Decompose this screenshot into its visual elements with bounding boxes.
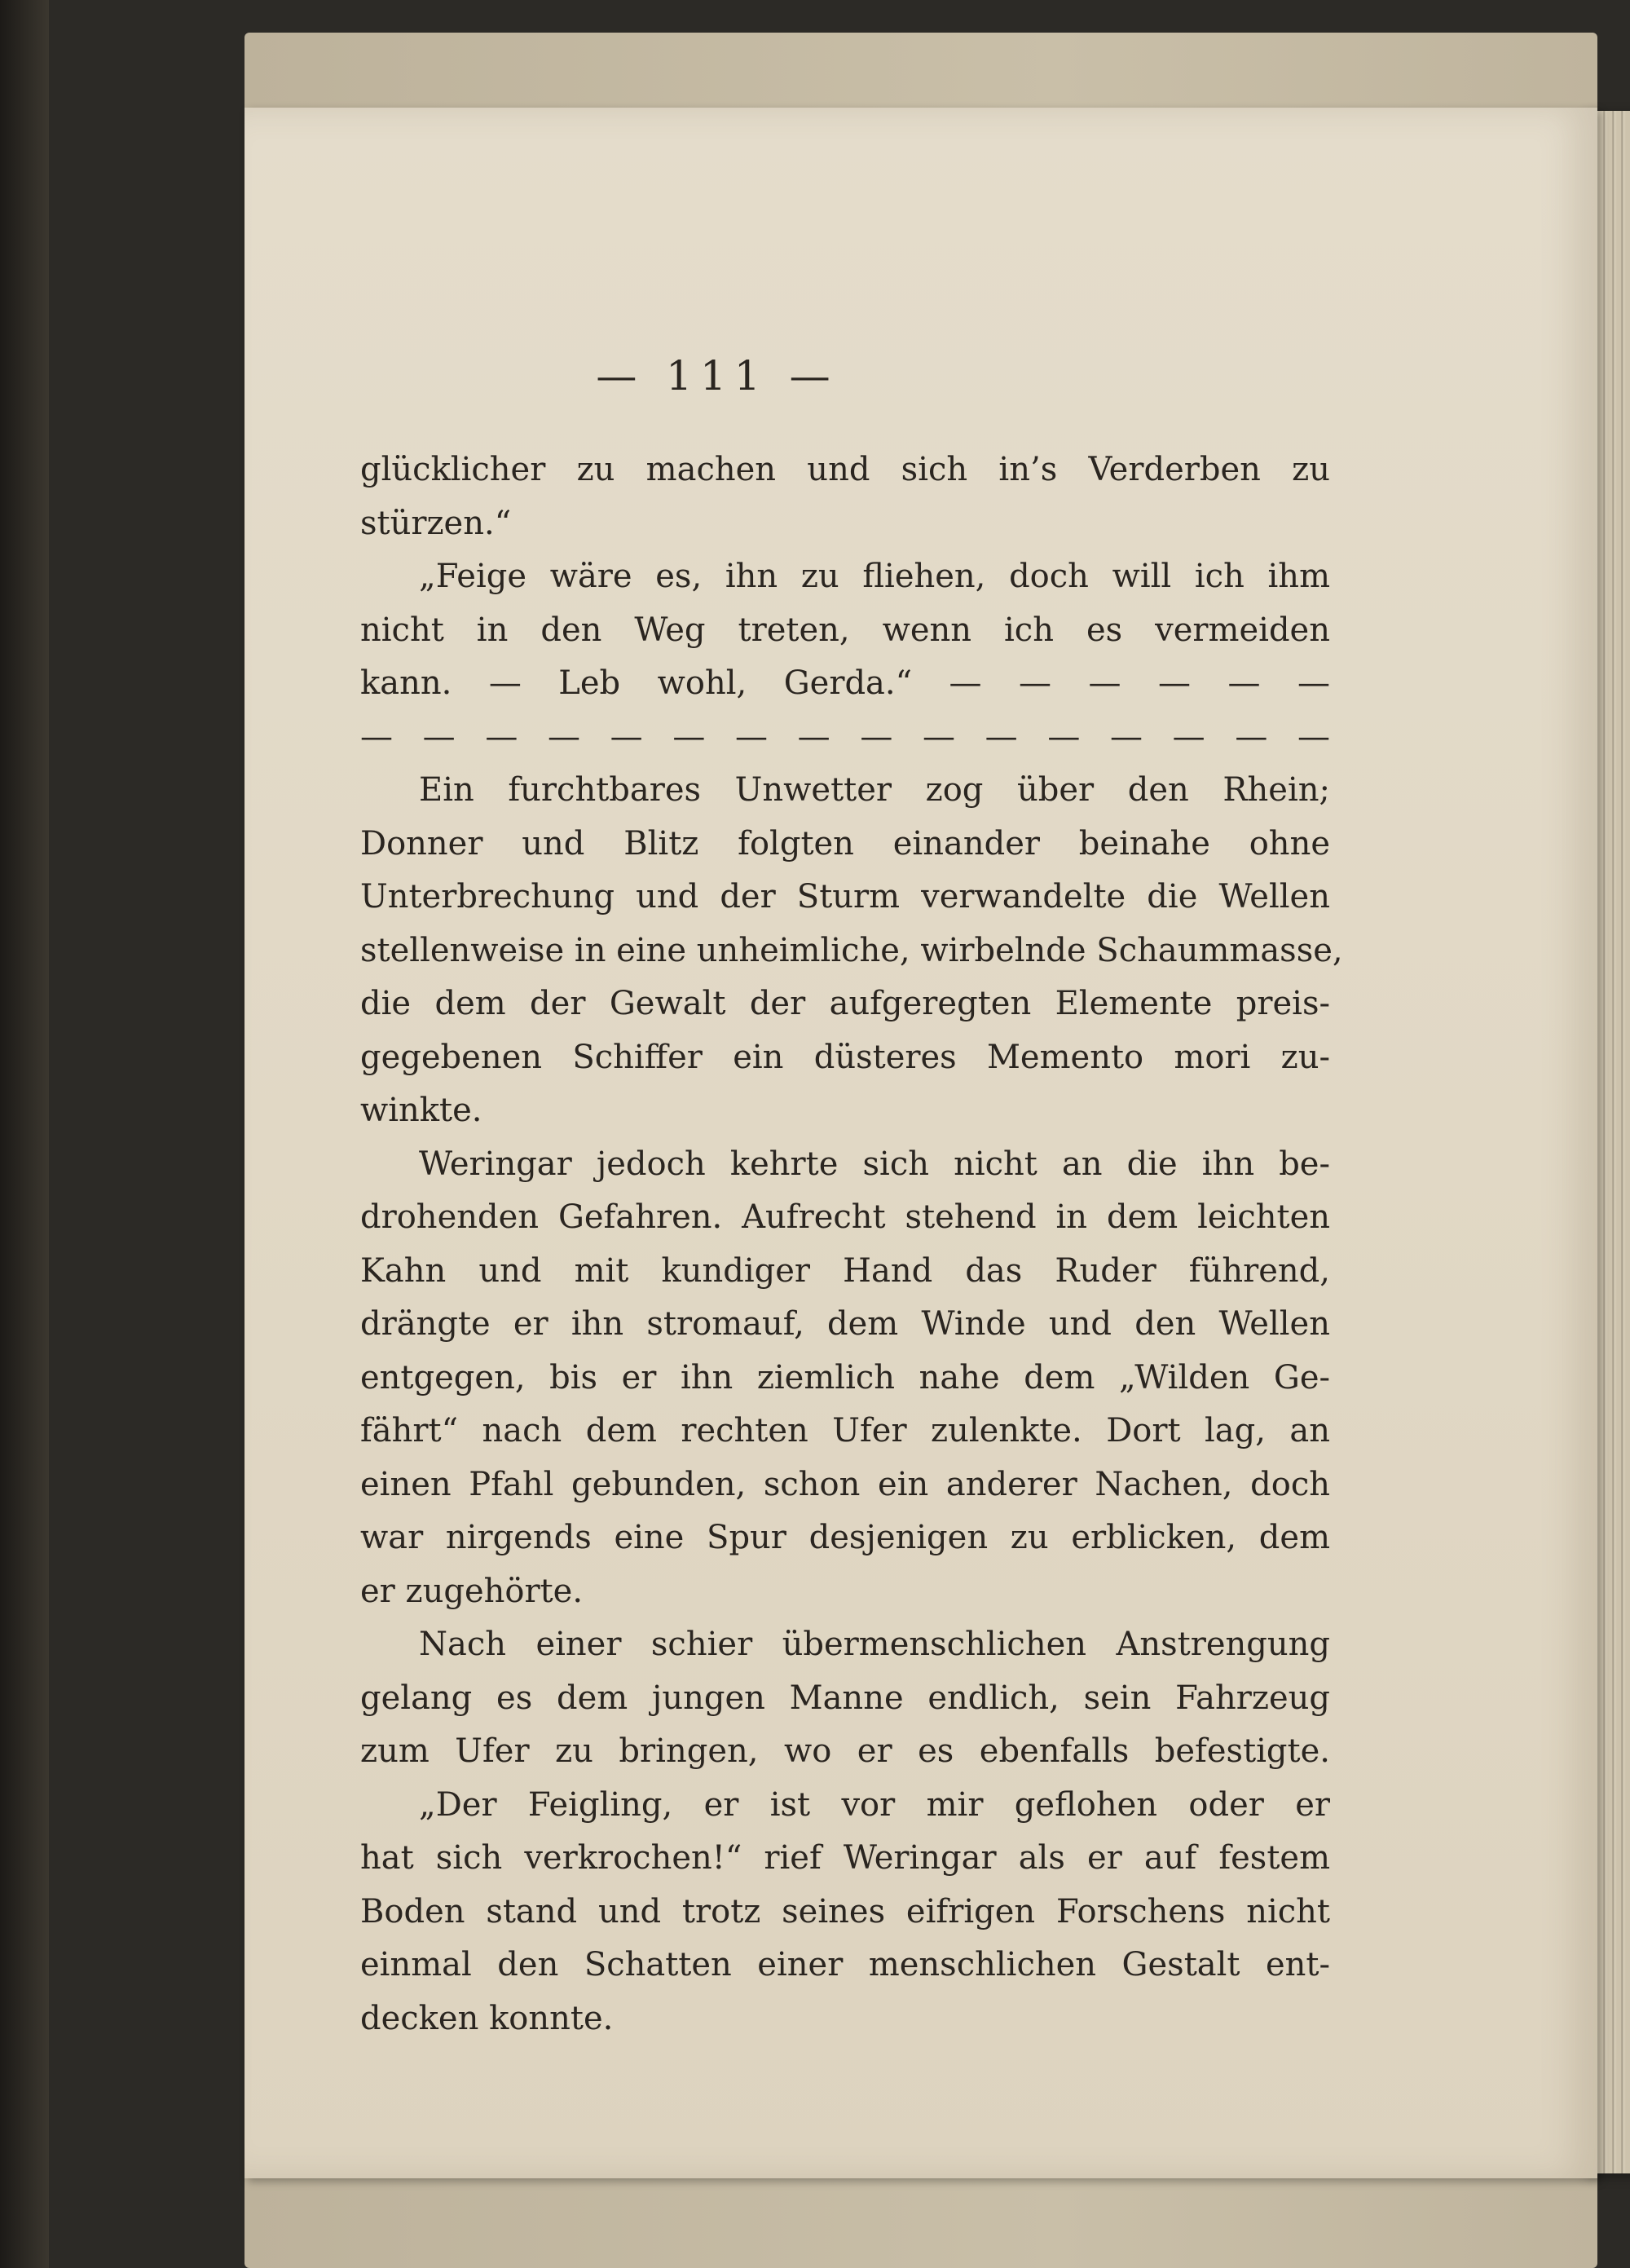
- text-line: winkte.: [360, 1092, 482, 1129]
- text-line: gegebenen Schiffer ein düsteres Memento mori zu-: [360, 1038, 1330, 1076]
- text-line: Weringar jedoch kehrte sich nicht an die ihn be-: [419, 1145, 1330, 1183]
- text-line: stürzen.“: [360, 504, 512, 542]
- body-text: [360, 443, 1343, 2045]
- text-line: einen Pfahl gebunden, schon ein anderer Nachen, doch: [360, 1465, 1330, 1503]
- text-line: einmal den Schatten einer menschlichen Gestalt ent-: [360, 1946, 1330, 1983]
- text-line: fährt“ nach dem rechten Ufer zulenkte. Dort lag, an: [360, 1412, 1330, 1449]
- text-line: stellenweise in eine unheimliche, wirbelnde Schaummasse,: [360, 931, 1343, 969]
- text-line: zum Ufer zu bringen, wo er es ebenfalls befestigte.: [360, 1732, 1330, 1770]
- text-line: Kahn und mit kundiger Hand das Ruder führend,: [360, 1251, 1330, 1290]
- text-line: gelang es dem jungen Manne endlich, sein Fahrzeug: [360, 1679, 1330, 1717]
- book-cover: [244, 33, 1597, 2268]
- text-line: drängte er ihn stromauf, dem Winde und den Wellen: [360, 1305, 1330, 1343]
- page-number-header: — 111 —: [596, 352, 839, 399]
- text-line: er zugehörte.: [360, 1572, 584, 1610]
- text-line: Ein furchtbares Unwetter zog über den Rhein;: [419, 771, 1330, 809]
- text-line: kann. — Leb wohl, Gerda.“ — — — — — —: [360, 664, 1330, 702]
- text-line: glücklicher zu machen und sich in’s Verderben zu: [360, 451, 1330, 488]
- text-line: nicht in den Weg treten, wenn ich es vermeiden: [360, 611, 1330, 649]
- text-line: „Der Feigling, er ist vor mir geflohen oder er: [419, 1785, 1330, 1824]
- text-line: decken konnte.: [360, 1999, 614, 2037]
- text-line: drohenden Gefahren. Aufrecht stehend in dem leichten: [360, 1198, 1330, 1236]
- text-line: entgegen, bis er ihn ziemlich nahe dem „Wilden Ge-: [360, 1358, 1330, 1397]
- text-line: „Feige wäre es, ihn zu fliehen, doch will ich ihm: [419, 558, 1330, 595]
- book-page: [244, 108, 1597, 2178]
- text-line: — — — — — — — — — — — — — — — —: [360, 717, 1330, 756]
- text-line: Donner und Blitz folgten einander beinahe ohne: [360, 824, 1330, 863]
- text-line: Nach einer schier übermenschlichen Anstrengung: [419, 1626, 1330, 1663]
- text-line: Boden stand und trotz seines eifrigen Forschens nicht: [360, 1892, 1330, 1930]
- background-shadow: [0, 0, 49, 2268]
- text-line: Unterbrechung und der Sturm verwandelte die Wellen: [360, 878, 1330, 916]
- text-line: hat sich verkrochen!“ rief Weringar als er auf festem: [360, 1839, 1330, 1877]
- text-line: die dem der Gewalt der aufgeregten Elemente preis-: [360, 985, 1330, 1022]
- text-line: war nirgends eine Spur desjenigen zu erblicken, dem: [360, 1519, 1330, 1556]
